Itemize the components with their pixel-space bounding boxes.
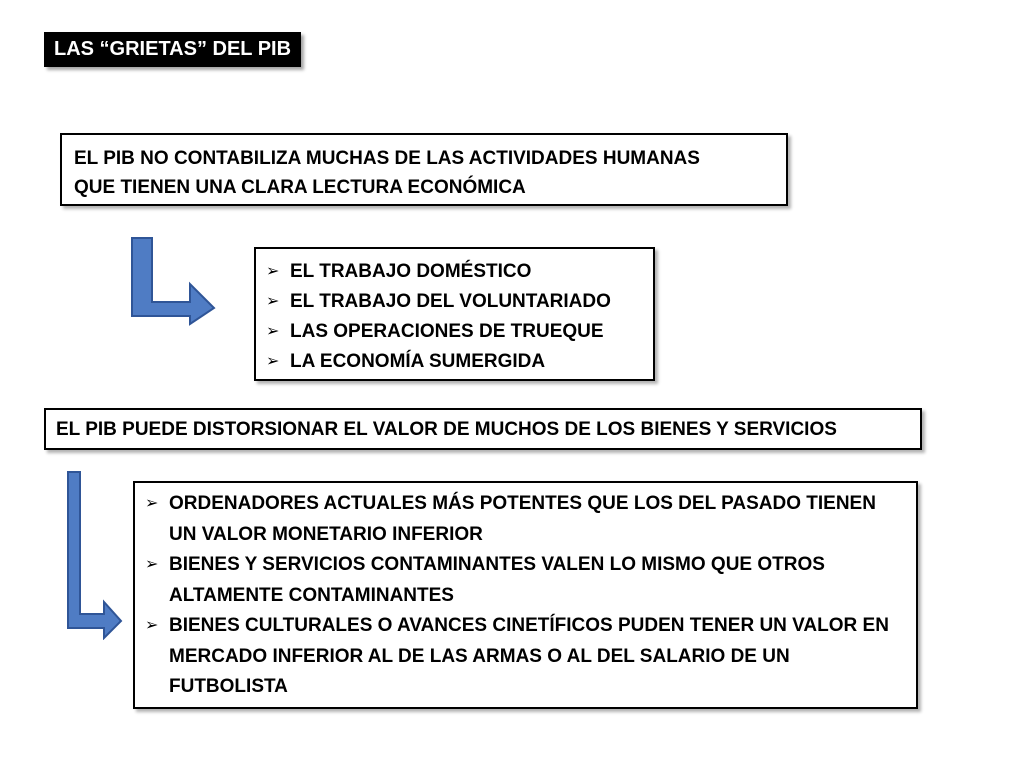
slide-title: LAS “GRIETAS” DEL PIB bbox=[44, 32, 301, 67]
box-pib-distorsionar: EL PIB PUEDE DISTORSIONAR EL VALOR DE MUCHOS DE LOS BIENES Y SERVICIOS bbox=[44, 408, 922, 450]
box-pib-no-contabiliza bbox=[60, 133, 788, 206]
arrow-bullet-icon: ➢ bbox=[266, 323, 280, 340]
arrow-bullet-icon: ➢ bbox=[266, 293, 280, 310]
list-item: ➢ BIENES Y SERVICIOS CONTAMINANTES VALEN LO MISMO QUE OTROS ALTAMENTE CONTAMINANTES bbox=[145, 550, 906, 611]
box-distorsion-examples bbox=[133, 481, 918, 709]
list-item: ➢ EL TRABAJO DEL VOLUNTARIADO bbox=[266, 287, 643, 317]
list-item: ➢ ORDENADORES ACTUALES MÁS POTENTES QUE LOS DEL PASADO TIENEN UN VALOR MONETARIO INFERIOR bbox=[145, 489, 906, 550]
box1-line2: QUE TIENEN UNA CLARA LECTURA ECONÓMICA bbox=[74, 177, 526, 198]
arrow-bullet-icon: ➢ bbox=[145, 556, 159, 573]
arrow-bullet-icon: ➢ bbox=[145, 617, 159, 634]
arrow-bullet-icon: ➢ bbox=[145, 495, 159, 512]
list-item: ➢ EL TRABAJO DOMÉSTICO bbox=[266, 257, 643, 287]
bent-arrow-icon-1 bbox=[128, 236, 218, 326]
list-item: ➢ BIENES CULTURALES O AVANCES CINETÍFICOS PUDEN TENER UN VALOR EN MERCADO INFERIOR AL DE LAS ARMAS O AL DEL SALARIO DE UN FUTBOLISTA bbox=[145, 611, 906, 703]
arrow-bullet-icon: ➢ bbox=[266, 353, 280, 370]
bent-arrow-icon-2 bbox=[64, 470, 124, 640]
list-item: ➢ LAS OPERACIONES DE TRUEQUE bbox=[266, 317, 643, 347]
list-item: ➢ LA ECONOMÍA SUMERGIDA bbox=[266, 347, 643, 377]
box1-line1: EL PIB NO CONTABILIZA MUCHAS DE LAS ACTIVIDADES HUMANAS bbox=[74, 148, 700, 169]
arrow-bullet-icon: ➢ bbox=[266, 263, 280, 280]
box-actividades-list bbox=[254, 247, 655, 381]
